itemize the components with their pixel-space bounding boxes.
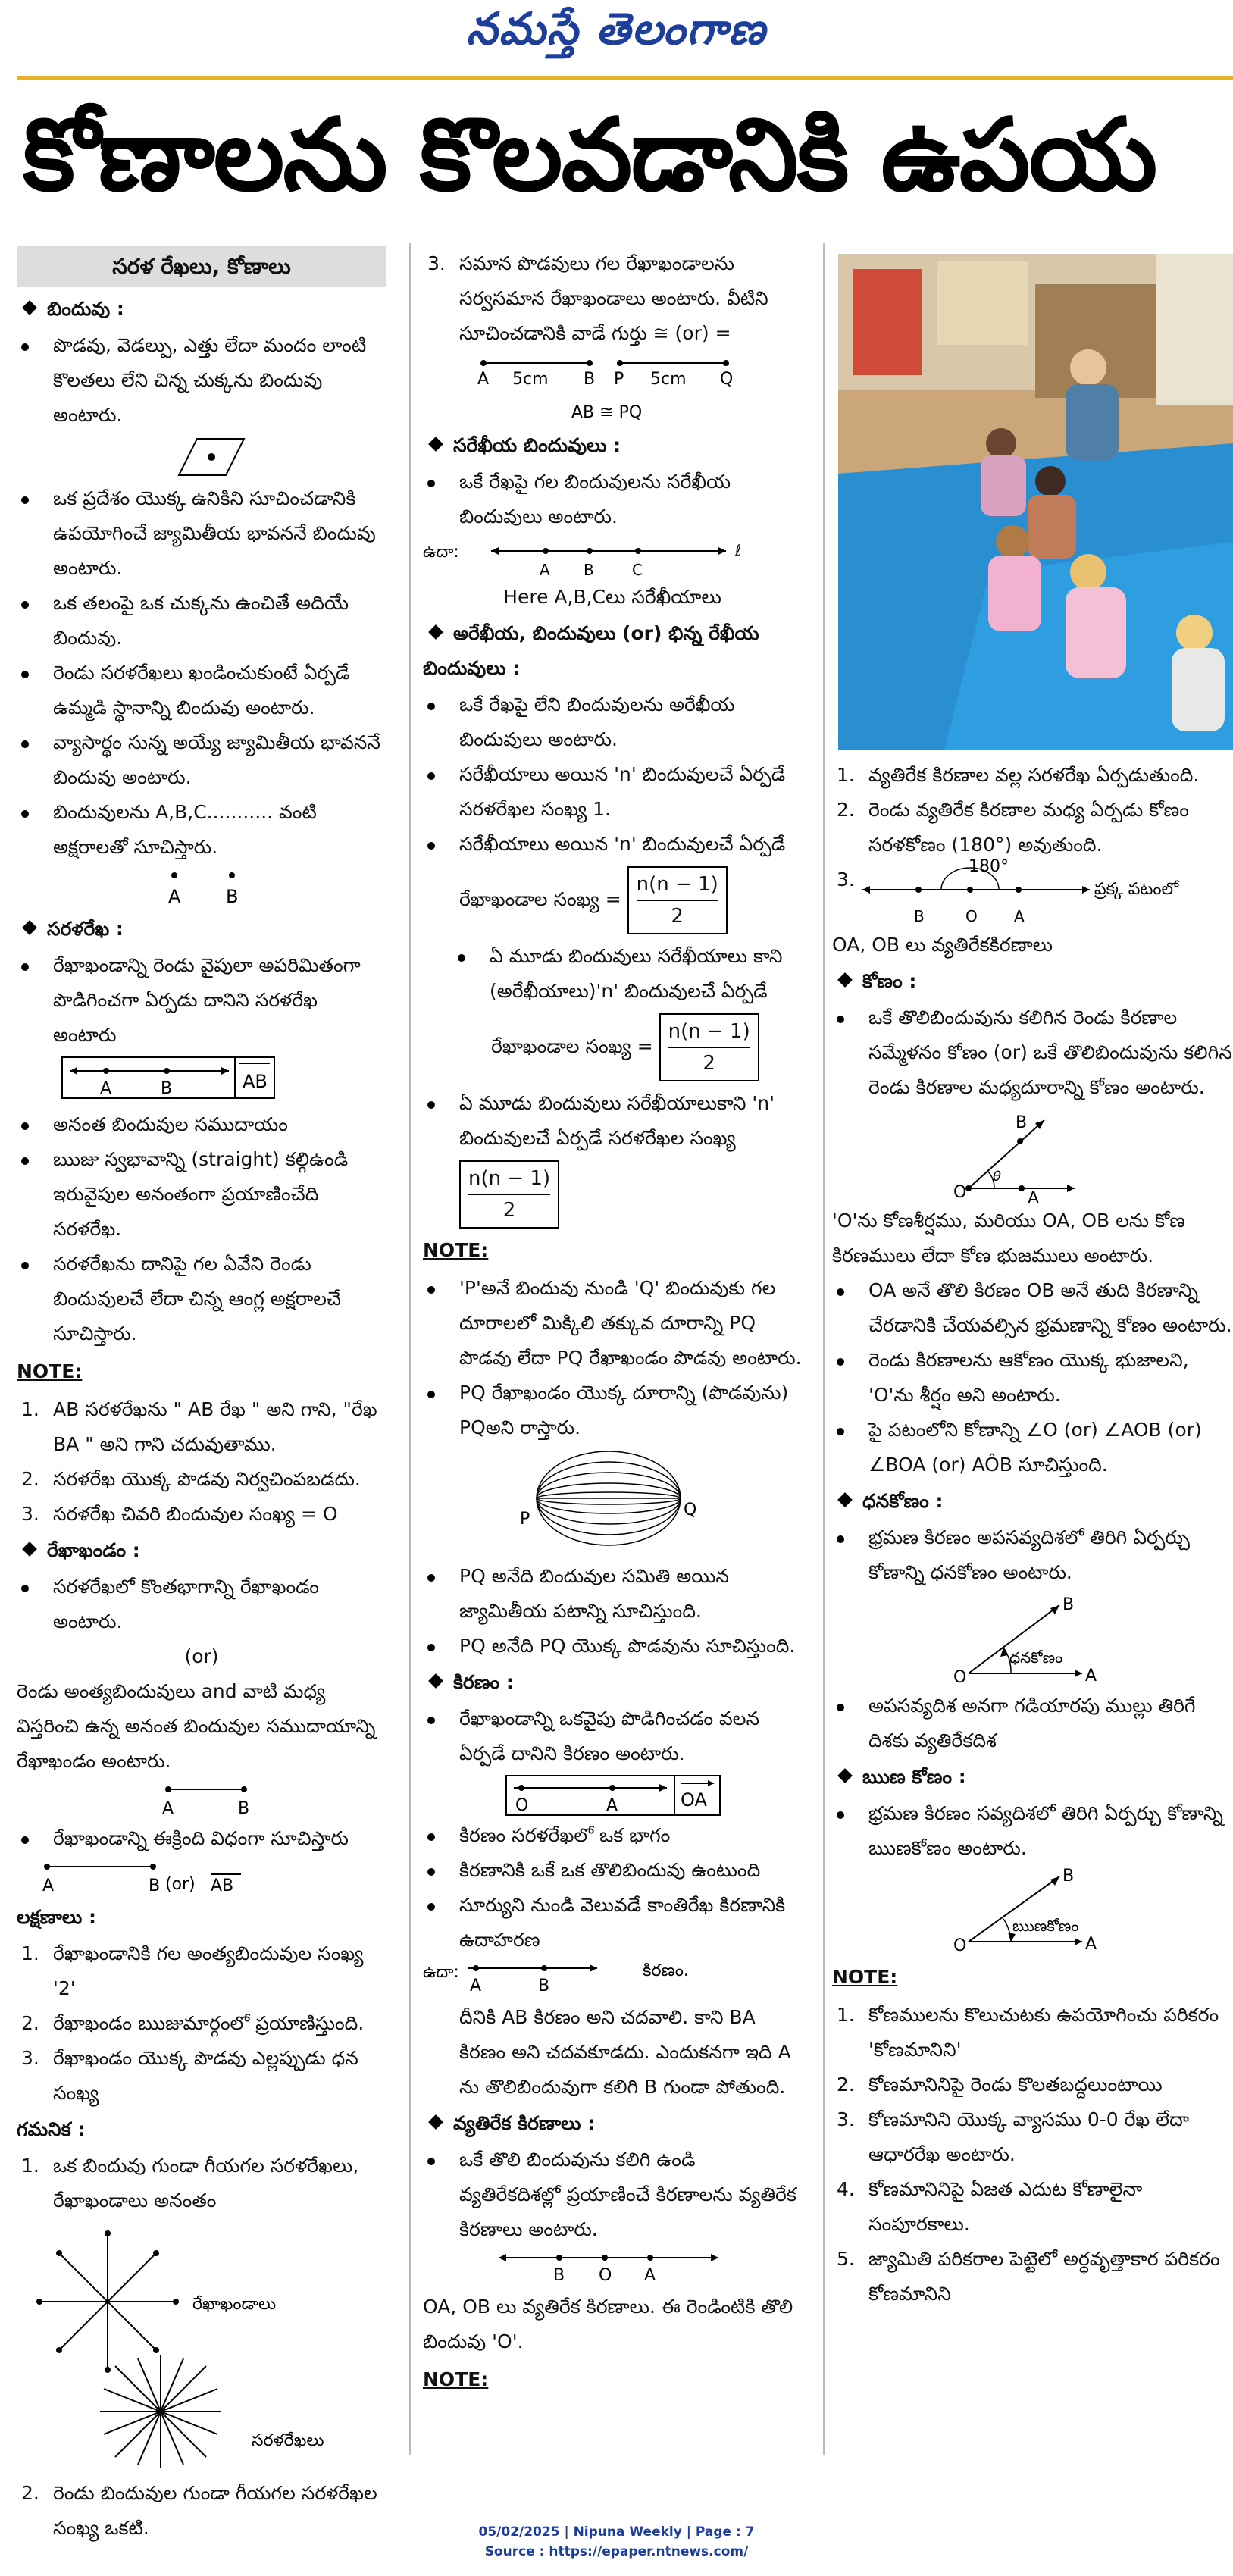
lines-through-point-figure [17, 2218, 386, 2476]
segment-ab-figure [17, 1779, 386, 1821]
property-2: 2. రేఖాఖండం ఋజుమార్గంలో ప్రయాణిస్తుంది. [21, 2012, 365, 2034]
svg-text:OA: OA [681, 1789, 707, 1811]
point-bullet-2: ఒక ప్రదేశం యొక్క ఉనికిని సూచించడానికి ఉపయోగించే జ్యామితీయ భావననే బిందువు అంటారు. [17, 481, 386, 586]
diamond-bullet-icon [428, 624, 443, 640]
diamond-bullet-icon [428, 1673, 443, 1689]
svg-text:AB ≅ PQ: AB ≅ PQ [571, 403, 643, 422]
note-bullet-2: PQ రేఖాఖండం యొక్క దూరాన్ని (పొడవును) PQఅని రాస్తారు. [423, 1376, 802, 1445]
headline: కోణాలను కొలవడానికి ఉపయ [23, 99, 1156, 212]
svg-text:A: A [162, 1799, 174, 1818]
noncollinear-heading: అరేఖీయ, బిందువులు (or) భిన్న రేఖీయ బిందువులు : [423, 622, 759, 679]
angle-bullet-3: రెండు కిరణాలను ఆకోణం యొక్క భుజాలని, 'O'ను శీర్షం అని అంటారు. [832, 1343, 1233, 1413]
svg-text:5cm: 5cm [650, 370, 687, 389]
svg-text:B: B [1062, 1595, 1075, 1614]
property-3: 3. రేఖాఖండం యొక్క పొడవు ఎల్లప్పుడు ధన సంఖ్య [21, 2047, 358, 2104]
note-bullet-4: PQ అనేది PQ యొక్క పొడవును సూచిస్తుంది. [423, 1629, 802, 1664]
segment-count-formula-1: రేఖాఖండాల సంఖ్య = $\frac{n(n - 1)}{2}$ [423, 866, 802, 934]
diamond-bullet-icon [837, 972, 853, 988]
diamond-bullet-icon [837, 1768, 853, 1783]
svg-text:Q: Q [720, 370, 734, 389]
collinear-caption: Here A,B,Cలు సరేఖీయాలు [503, 586, 721, 608]
note-heading: NOTE: [832, 1966, 898, 1988]
svg-text:B: B [553, 2266, 565, 2285]
svg-text:A: A [42, 1876, 55, 1895]
diamond-bullet-icon [22, 1542, 37, 1557]
noncollinear-bullet-5: ఏ మూడు బిందువులు సరేఖీయాలుకాని 'n' బిందువులచే ఏర్పడే సరళరేఖల సంఖ్య [423, 1086, 802, 1156]
svg-text:A: A [1014, 907, 1025, 925]
ray-bullet-1: రేఖాఖండాన్ని ఒకవైపు పొడిగించడం వలన ఏర్పడే దానిని కిరణం అంటారు. [423, 1701, 802, 1771]
angle-bullet-2: OA అనే తొలి కిరణం OB అనే తుది కిరణాన్ని చేరడానికి చేయవల్సిన భ్రమణాన్ని కోణం అంటారు. [832, 1273, 1233, 1343]
line-bullet-3: ఋజు స్వభావాన్ని (straight) కల్గిఉండి ఇరువైపుల అనంతంగా ప్రయాణించేది సరళరేఖ. [17, 1142, 386, 1247]
opposite-rays-heading: వ్యతిరేక కిరణాలు : [423, 2106, 802, 2141]
column-2 [423, 246, 802, 2400]
svg-text:ధనకోణం: ధనకోణం [1009, 1648, 1063, 1667]
svg-text:A: A [540, 561, 550, 579]
diamond-bullet-icon [22, 920, 37, 935]
collinear-figure [423, 534, 802, 580]
svg-text:A: A [470, 1977, 482, 1995]
svg-text:A: A [1085, 1667, 1097, 1686]
properties-heading: లక్షణాలు : [17, 1906, 96, 1928]
svg-text:B: B [161, 1079, 173, 1098]
svg-text:B: B [1062, 1867, 1075, 1886]
diamond-bullet-icon [837, 1492, 853, 1507]
svg-text:O: O [953, 1668, 967, 1687]
ray-paragraph: దీనికి AB కిరణం అని చదవాలి. కాని BA కిరణం అని చదవకూడదు. ఎందుకనగా ఇది A ను తొలిబిందువుగా కలిగి B గుండా పోతుంది. [459, 2006, 791, 2098]
line-bullet-1: రేఖాఖండాన్ని రెండు వైపులా అపరిమితంగా పొడిగించగా ఏర్పడు దానిని సరళరేఖ అంటారు [17, 948, 386, 1053]
svg-text:Q: Q [684, 1501, 697, 1520]
svg-text:O: O [515, 1796, 529, 1815]
svg-text:A: A [1085, 1935, 1097, 1954]
ray-bullet-4: సూర్యుని నుండి వెలువడే కాంతిరేఖ కిరణానికి ఉదాహరణ [423, 1888, 802, 1958]
diamond-bullet-icon [428, 437, 443, 452]
svg-text:θ: θ [993, 1169, 1002, 1185]
angle-heading: కోణం : [832, 964, 1233, 999]
segment-bullet-1: సరళరేఖలో కొంతభాగాన్ని రేఖాఖండం అంటారు. [17, 1570, 386, 1639]
collinear-heading: సరేఖీయ బిందువులు : [423, 428, 802, 463]
segment-count-formula-2: రేఖాఖండాల సంఖ్య = $\frac{n(n - 1)}{2}$ [423, 1013, 802, 1081]
line-count-formula: $\frac{n(n - 1)}{2}$ [423, 1160, 802, 1229]
pq-curves-figure [423, 1445, 802, 1559]
page-footer [0, 2522, 1233, 2562]
note-item-2: 2. సరళరేఖ యొక్క పొడవు నిర్వచింపబడదు. [21, 1468, 361, 1490]
svg-text:ఉదా:: ఉదా: [423, 1963, 459, 1982]
column-3 [832, 758, 1233, 2312]
note-item-2: 2. కోణమానినిపై రెండు కొలతబద్దలుంటాయి [837, 2074, 1163, 2096]
svg-text:5cm: 5cm [512, 370, 549, 389]
angle-paragraph: 'O'ను కోణశీర్షము, మరియు OA, OB లను కోణ కిరణములు లేదా కోణ భుజములు అంటారు. [832, 1210, 1185, 1266]
segment-bullet-2: రేఖాఖండాన్ని ఈక్రింది విధంగా సూచిస్తారు [17, 1821, 386, 1856]
ray-example-figure [423, 1958, 802, 2000]
footer-source-line: Source : https://epaper.ntnews.com/ [484, 2544, 749, 2559]
collinear-bullet-1: ఒకే రేఖపై గల బిందువులను సరేఖీయ బిందువులు అంటారు. [423, 465, 802, 534]
opposite-item-1: 1. వ్యతిరేక కిరణాల వల్ల సరళరేఖ ఏర్పడుతుంది. [837, 764, 1200, 786]
line-ab-figure [17, 1053, 386, 1107]
svg-text:B: B [149, 1876, 161, 1895]
noncollinear-bullet-3: సరేఖీయాలు అయిన 'n' బిందువులచే ఏర్పడే [423, 827, 802, 862]
ray-bullet-3: కిరణానికి ఒకే ఒక తొలిబిందువు ఉంటుంది [423, 1853, 802, 1888]
point-bullet-4: రెండు సరళరేఖలు ఖండించుకుంటే ఏర్పడే ఉమ్మడి స్థానాన్ని బిందువు అంటారు. [17, 656, 386, 725]
noncollinear-bullet-1: ఒకే రేఖపై లేని బిందువులను అరేఖీయ బిందువులు అంటారు. [423, 687, 802, 757]
svg-text:ఉదా:: ఉదా: [423, 543, 459, 562]
note-bullet-1: 'P'అనే బిందువు నుండి 'Q' బిందువుకు గల దూరాలలో మిక్కిలి తక్కువ దూరాన్ని PQ పొడవు లేదా PQ రేఖాఖండం పొడవు అంటారు. [423, 1271, 802, 1376]
svg-text:A: A [168, 886, 181, 907]
line-bullet-2: అనంత బిందువుల సముదాయం [17, 1107, 386, 1142]
svg-text:రేఖాఖండాలు: రేఖాఖండాలు [192, 2295, 277, 2314]
svg-text:A: A [606, 1796, 618, 1815]
negative-angle-bullet-1: భ్రమణ కిరణం సవ్యదిశలో తిరిగి ఏర్పర్చు కోణాన్ని ఋణకోణం అంటారు. [832, 1796, 1233, 1866]
section-title: సరళ రేఖలు, కోణాలు [17, 246, 386, 287]
note-end-heading: NOTE: [423, 2368, 489, 2390]
segment-heading: రేఖాఖండం : [17, 1533, 386, 1568]
svg-text:180°: 180° [969, 857, 1009, 876]
svg-text:(or): (or) [165, 1875, 196, 1894]
opposite-rays-bullet-1: ఒకే తొలి బిందువును కలిగి ఉండి వ్యతిరేకదిశల్లో ప్రయాణించే కిరణాలను వ్యతిరేక కిరణాలు అంటారు. [423, 2142, 802, 2247]
column-divider [823, 243, 825, 2455]
straight-angle-labels [832, 906, 1233, 928]
observation-1: 1. ఒక బిందువు గుండా గీయగల సరళరేఖలు, రేఖాఖండాలు అనంతం [21, 2155, 359, 2211]
svg-text:B: B [538, 1977, 550, 1995]
observation-2: 2. రెండు బిందువుల గుండా గీయగల సరళరేఖల సంఖ్య ఒకటి. [21, 2482, 377, 2539]
svg-text:O: O [965, 907, 978, 925]
note-heading: NOTE: [17, 1360, 83, 1382]
point-heading: బిందువు : [17, 292, 386, 327]
point-bullet-1: పొడవు, వెడల్పు, ఎత్తు లేదా మందం లాంటి కొలతలు లేని చిన్న చుక్కను బిందువు అంటారు. [17, 328, 386, 433]
svg-text:ఋణకోణం: ఋణకోణం [1012, 1917, 1079, 1935]
svg-text:A: A [100, 1079, 112, 1098]
point-bullet-3: ఒక తలంపై ఒక చుక్కను ఉంచితే అదియే బిందువు. [17, 586, 386, 656]
svg-text:B: B [914, 907, 925, 925]
svg-text:AB: AB [243, 1071, 268, 1092]
opposite-rays-paragraph: OA, OB లు వ్యతిరేక కిరణాలు. ఈ రెండింటికి తొలి బిందువు 'O'. [423, 2296, 793, 2352]
svg-text:O: O [599, 2266, 612, 2285]
opposite-caption: OA, OB లు వ్యతిరేకకిరణాలు [832, 934, 1053, 956]
angle-bullet-4: పై పటంలోని కోణాన్ని ∠O (or) ∠AOB (or) ∠BOA (or) AÔB సూచిస్తుంది. [832, 1413, 1233, 1482]
svg-text:B: B [226, 886, 239, 907]
svg-text:O: O [953, 1183, 967, 1202]
svg-text:కిరణం.: కిరణం. [643, 1961, 689, 1980]
straight-angle-figure [862, 855, 1233, 899]
opposite-rays-figure [423, 2247, 802, 2290]
positive-angle-bullet-1: భ్రమణ కిరణం అపసవ్యదిశలో తిరిగి ఏర్పర్చు కోణాన్ని ధనకోణం అంటారు. [832, 1520, 1233, 1590]
svg-text:O: O [953, 1936, 967, 1955]
segment-notation-figure [17, 1856, 386, 1898]
positive-angle-bullet-2: అపసవ్యదిశ అనగా గడియారపు ముల్లు తిరిగే దిశకు వ్యతిరేకదిశ [832, 1689, 1233, 1758]
svg-text:P: P [614, 370, 624, 389]
line-bullet-4: సరళరేఖను దానిపై గల ఏవేని రెండు బిందువులచే లేదా చిన్న ఆంగ్ల అక్షరాలచే సూచిస్తారు. [17, 1247, 386, 1351]
opposite-item-2: 2. రెండు వ్యతిరేక కిరణాల మధ్య ఏర్పడు కోణం సరళకోణం (180°) అవుతుంది. [837, 799, 1189, 856]
note-item-4: 4. కోణమానినిపై ఏజత ఎదుట కోణాలైనా సంపూరకాలు. [837, 2178, 1143, 2235]
ray-heading: కిరణం : [423, 1665, 802, 1700]
svg-text:AB: AB [211, 1876, 234, 1895]
points-ab-figure [17, 865, 386, 910]
svg-text:B: B [584, 370, 596, 389]
svg-text:A: A [477, 370, 490, 389]
positive-angle-figure [832, 1590, 1233, 1689]
svg-text:A: A [644, 2266, 656, 2285]
svg-text:B: B [1016, 1113, 1028, 1132]
diamond-bullet-icon [22, 300, 37, 315]
svg-text:ℓ: ℓ [735, 541, 742, 559]
point-bullet-5: వ్యాసార్థం సున్న అయ్యే జ్యామితీయ భావననే బిందువు అంటారు. [17, 725, 386, 795]
masthead-title: నమస్తే తెలంగాణ [466, 3, 767, 55]
svg-text:B: B [584, 561, 594, 579]
masthead-divider [17, 76, 1233, 80]
note-item-3: 3. సరళరేఖ చివరి బిందువుల సంఖ్య = O [21, 1503, 338, 1525]
note-bullet-3: PQ అనేది బిందువుల సమితి అయిన జ్యామితీయ పటాన్ని సూచిస్తుంది. [423, 1559, 802, 1629]
negative-angle-heading: ఋణ కోణం : [832, 1760, 1233, 1795]
svg-text:సరళరేఖలు: సరళరేఖలు [252, 2431, 324, 2450]
svg-text:B: B [238, 1799, 250, 1818]
svg-text:ప్రక్క పటంలో: ప్రక్క పటంలో [1094, 880, 1179, 899]
positive-angle-heading: ధనకోణం : [832, 1484, 1233, 1519]
opposite-item-3: 3. 180° ప్రక్క పటంలో [832, 862, 1233, 906]
note-item-5: 5. జ్యామితి పరికరాల పెట్టెలో అర్ధవృత్తాకార పరికరం కోణమానిని [837, 2248, 1220, 2305]
masthead [0, 0, 1233, 76]
observation-heading: గమనిక : [17, 2118, 86, 2140]
congruent-item-3: 3. సమాన పొడవులు గల రేఖాఖండాలను సర్వసమాన రేఖాఖండాలు అంటారు. వీటిని సూచించడానికి వాడే గుర్తు ≅ (or) = [427, 252, 768, 344]
note-item-1: 1. AB సరళరేఖను " AB రేఖ " అని గాని, "రేఖ BA " అని గాని చదువుతాము. [21, 1398, 377, 1455]
note-item-3: 3. కోణమానిని యొక్క వ్యాసము 0-0 రేఖ లేదా ఆధారరేఖ అంటారు. [837, 2108, 1189, 2165]
ray-oa-figure [423, 1771, 802, 1818]
property-1: 1. రేఖాఖండానికి గల అంత్యబిందువుల సంఖ్య '2' [21, 1942, 364, 1999]
point-bullet-6: బిందువులను A,B,C........... వంటి అక్షరాలతో సూచిస్తారు. [17, 795, 386, 865]
column-divider [409, 243, 411, 2455]
noncollinear-bullet-4: ఏ మూడు బిందువులు సరేఖీయాలు కాని (అరేఖీయాలు)'n' బిందువులచే ఏర్పడే [453, 939, 802, 1009]
column-1 [17, 246, 386, 2546]
angle-figure [832, 1105, 1233, 1203]
classroom-photo [838, 254, 1233, 750]
footer-date-line: 05/02/2025 | Nipuna Weekly | Page : 7 [478, 2524, 755, 2540]
point-parallelogram-figure [17, 433, 386, 481]
angle-bullet-1: ఒకే తొలిబిందువును కలిగిన రెండు కిరణాల సమ్మేళనం కోణం (or) ఒకే తొలిబిందువును కలిగిన రెండు కిరణాల మధ్యదూరాన్ని కోణం అంటారు. [832, 1000, 1233, 1105]
noncollinear-bullet-2: సరేఖీయాలు అయిన 'n' బిందువులచే ఏర్పడే సరళరేఖల సంఖ్య 1. [423, 757, 802, 827]
or-text: (or) [184, 1645, 219, 1667]
diamond-bullet-icon [428, 2114, 443, 2130]
congruent-segments-figure [423, 351, 802, 427]
segment-paragraph: రెండు అంత్యబిందువులు and వాటి మధ్య విస్తరించి ఉన్న అనంత బిందువుల సముదాయాన్ని రేఖాఖండం అంటారు. [17, 1680, 376, 1772]
svg-text:A: A [1028, 1189, 1040, 1203]
negative-angle-figure [832, 1866, 1233, 1957]
note-heading: NOTE: [423, 1239, 489, 1261]
ray-bullet-2: కిరణం సరళరేఖలో ఒక భాగం [423, 1818, 802, 1853]
svg-text:C: C [632, 561, 643, 579]
line-heading: సరళరేఖ : [17, 912, 386, 947]
svg-text:P: P [520, 1510, 530, 1529]
note-item-1: 1. కోణములను కొలుచుటకు ఉపయోగించు పరికరం 'కోణమానిని' [837, 2004, 1219, 2061]
